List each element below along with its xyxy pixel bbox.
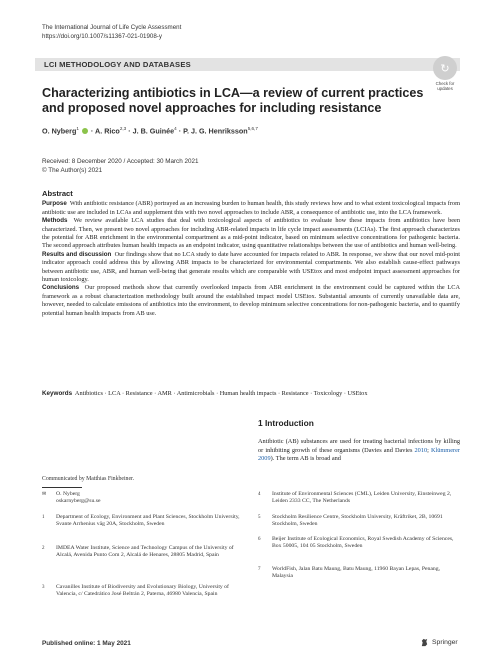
corresponding-author (42, 491, 242, 505)
corresponding-name: O. Nyberg (56, 491, 80, 497)
refresh-icon: ↻ (433, 56, 457, 80)
keywords-label: Keywords (42, 390, 73, 397)
publisher-name: Springer (432, 639, 458, 646)
keywords (42, 390, 460, 398)
affiliation-1: 1 Department of Ecology, Environment and Plant Sciences, Stockholm University, Svante Arrhenius väg 20A, Stockholm, Sweden (42, 514, 240, 528)
dates-block (42, 158, 198, 175)
abstract (42, 190, 460, 318)
footnote-divider (42, 487, 82, 488)
springer-horse-icon (420, 638, 429, 647)
received-accepted: Received: 8 December 2020 / Accepted: 30 March 2021 (42, 158, 199, 165)
introduction-body: Antibiotic (AB) substances are used for treating bacterial infections by killing or inhibiting growth of these organisms (Davies and Davies 2010; Klümmerer 2009). The term AB is broad and (258, 438, 460, 462)
paper-title: Characterizing antibiotics in LCA—a review of current practices and proposed novel approaches for including resistance (42, 86, 424, 115)
keywords-text: Antibiotics · LCA · Resistance · AMR · Antimicrobials · Human health impacts · Resistance · Toxicology · USEtox (74, 390, 368, 397)
affiliation-5: 5 Stockholm Resilience Centre, Stockholm University, Kräftriket, 2B, 10691 Stockholm, Sweden (258, 514, 443, 528)
affiliation-7: 7 WorldFish, Jalan Batu Maung, Batu Maung, 11960 Bayan Lepas, Penang, Malaysia (258, 566, 441, 580)
abstract-results: Results and discussion Our findings show that no LCA study to date have accounted for impacts related to ABR. In response, we show that our novel mid-point indicator approach could address this by allowing ABR impacts to be characterized for environmental compartments. We also establish cause-effect pathways between antibiotic use, ABR, and human well-being that generate results which are comparable with USEtox and most endpoint impact assessment approaches for human toxicology. (42, 250, 460, 284)
journal-header (42, 24, 181, 41)
check-for-updates-badge[interactable] (430, 56, 460, 90)
abstract-methods: Methods We review available LCA studies that deal with toxicological aspects of antibiotics to evaluate how these impacts from antibiotics have been characterized. Then, we present two novel approaches for including ABR-related impacts in life cycle impact assessments (LCIAs). The first approach characterizes the potential for ABR enrichment in the environmental compartment as a mid-point indicator, based on minimum selective concentrations for pathogenic bacteria. The second approach attributes human health impacts as an endpoint indicator, using quantitative relationships between the use of antibiotics and human well-being. (42, 217, 460, 250)
author-name[interactable]: A. Rico (95, 126, 120, 136)
author-name[interactable]: P. J. G. Henriksson (183, 126, 248, 136)
introduction-heading: 1 Introduction (258, 418, 314, 428)
affiliation-6: 6 Beijer Institute of Ecological Economics, Royal Swedish Academy of Sciences, Box 50005, 104 05 Stockholm, Sweden (258, 536, 454, 550)
section-banner: LCI METHODOLOGY AND DATABASES (35, 58, 460, 71)
journal-doi[interactable]: https://doi.org/10.1007/s11367-021-01908-y (42, 32, 162, 40)
copyright: © The Author(s) 2021 (42, 166, 103, 174)
orcid-icon[interactable] (82, 128, 88, 134)
affiliation-4: 4 Institute of Environmental Sciences (CML), Leiden University, Einsteinweg 2, Leiden 2333 CC, The Netherlands (258, 491, 452, 505)
abstract-purpose: Purpose With antibiotic resistance (ABR) portrayed as an increasing burden to human health, this study reviews how and to what extent toxicological impacts from antibiotic use are included in LCAs and supplement this with two novel approaches to include ABR, a consequence of antibiotic use, into the LCA framework. (42, 200, 460, 216)
citation-link[interactable]: 2010 (414, 446, 428, 454)
communicated-by: Communicated by Matthias Finkbeiner. (42, 476, 135, 482)
citation-link[interactable]: Klümmerer 2009 (258, 446, 460, 462)
affiliation-3: 3 Cavanilles Institute of Biodiversity and Evolutionary Biology, University of Valencia, c/ Catedrático José Beltrán 2, Paterna, 46980 Valencia, Spain (42, 584, 229, 598)
author-name[interactable]: O. Nyberg (42, 126, 77, 136)
abstract-conclusions: Conclusions Our proposed methods show that currently overlooked impacts from ABR enrichment in the environment could be captured within the LCA framework as a robust characterization methodology built around the established impact model USEtox. Substantial amounts of currently unavailable data are, however, needed to calculate emissions of antibiotics into the environment, to develop minimum selective concentrations for non-pathogenic bacteria, and to quantify potential human health impacts from AB use. (42, 284, 460, 317)
affiliation-2: 2 IMDEA Water Institute, Science and Technology Campus of the University of Alcalá, Avenida Punto Com 2, Alcalá de Henares, 28805 Madrid, Spain (42, 545, 234, 559)
publisher-logo (420, 638, 458, 647)
journal-name: The International Journal of Life Cycle Assessment (42, 24, 182, 31)
published-online: Published online: 1 May 2021 (42, 640, 131, 647)
envelope-icon: ✉ (42, 492, 47, 497)
badge-text-line1: Check for (435, 81, 455, 86)
corresponding-email[interactable]: oskarnyberg@su.se (56, 498, 101, 505)
badge-text-line2: updates (437, 86, 453, 91)
abstract-heading: Abstract (42, 189, 73, 198)
author-list: O. Nyberg$^1$ · A. Rico$^{2,3}$ · J. B. Guinée$^4$ · P. J. G. Henriksson$^{5,6,7}$ (42, 126, 258, 136)
author-name[interactable]: J. B. Guinée (132, 126, 175, 136)
